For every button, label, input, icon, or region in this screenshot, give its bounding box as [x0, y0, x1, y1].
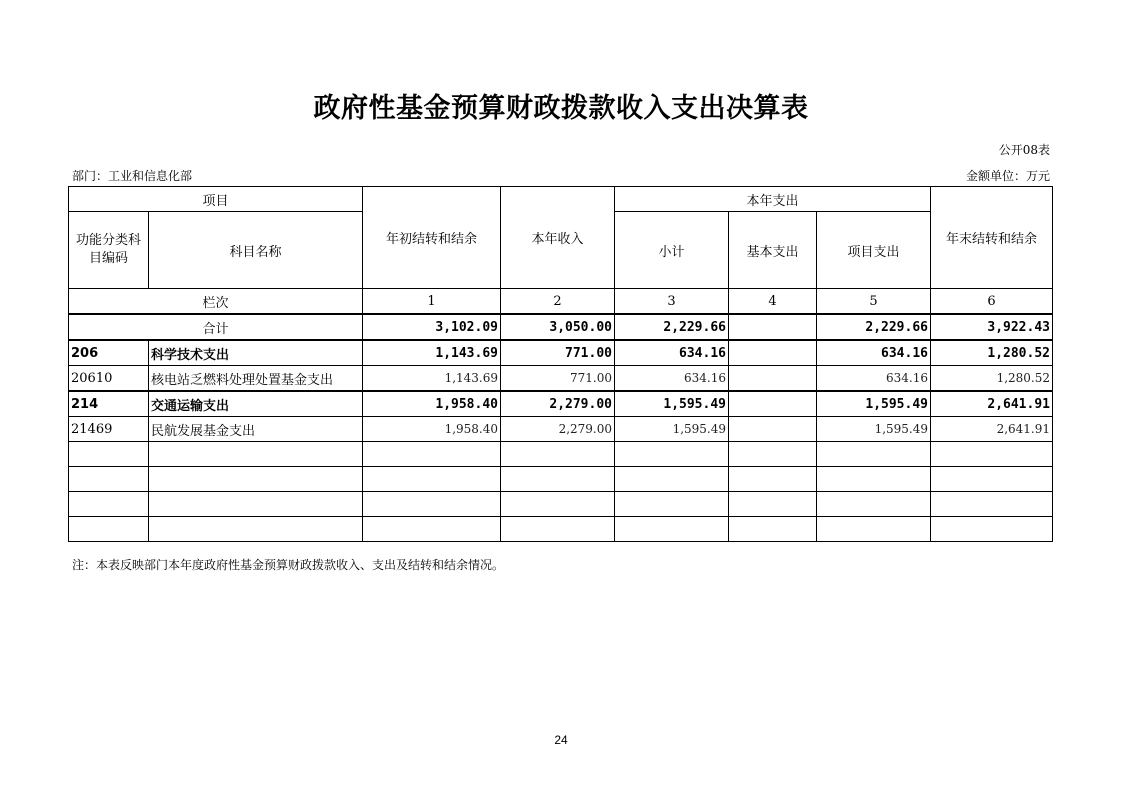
table-row	[69, 366, 1053, 392]
budget-table	[68, 186, 1053, 542]
header-subject-name: 科目名称	[149, 212, 363, 289]
row-value: 2,641.91	[931, 391, 1053, 417]
header-income: 本年收入	[501, 187, 615, 289]
row-value	[729, 366, 817, 392]
table-row	[69, 417, 1053, 442]
column-num: 6	[931, 289, 1053, 315]
header-expenditure: 本年支出	[615, 187, 931, 212]
column-num: 3	[615, 289, 729, 315]
table-row	[69, 340, 1053, 366]
row-value: 634.16	[817, 340, 931, 366]
total-value	[729, 314, 817, 340]
column-num: 4	[729, 289, 817, 315]
empty-row	[69, 467, 1053, 492]
total-value: 2,229.66	[817, 314, 931, 340]
column-num: 2	[501, 289, 615, 315]
empty-row	[69, 492, 1053, 517]
header-func-code: 功能分类科目编码	[69, 212, 149, 289]
row-value: 771.00	[501, 366, 615, 392]
total-value: 3,050.00	[501, 314, 615, 340]
page-number: 24	[554, 733, 568, 747]
table-row	[69, 391, 1053, 417]
column-num: 1	[363, 289, 501, 315]
row-value	[729, 391, 817, 417]
empty-row	[69, 442, 1053, 467]
header-project: 项目	[69, 187, 363, 212]
header-subtotal: 小计	[615, 212, 729, 289]
row-value: 1,280.52	[931, 366, 1053, 392]
row-value: 1,143.69	[363, 366, 501, 392]
row-name: 交通运输支出	[149, 391, 363, 417]
row-value	[729, 417, 817, 442]
column-num: 5	[817, 289, 931, 315]
row-name: 核电站乏燃料处理处置基金支出	[149, 366, 363, 392]
row-code: 214	[69, 391, 149, 417]
row-name: 民航发展基金支出	[149, 417, 363, 442]
row-value: 1,143.69	[363, 340, 501, 366]
row-code: 206	[69, 340, 149, 366]
total-value: 2,229.66	[615, 314, 729, 340]
row-value: 771.00	[501, 340, 615, 366]
row-value: 2,279.00	[501, 391, 615, 417]
header-basic: 基本支出	[729, 212, 817, 289]
row-value: 1,958.40	[363, 391, 501, 417]
column-number-row	[69, 289, 1053, 315]
row-value: 634.16	[615, 340, 729, 366]
header-project-exp: 项目支出	[817, 212, 931, 289]
row-value: 1,958.40	[363, 417, 501, 442]
unit-label: 金额单位：万元	[965, 169, 1050, 183]
page-title: 政府性基金预算财政拨款收入支出决算表	[313, 93, 809, 124]
row-name: 科学技术支出	[149, 340, 363, 366]
row-value: 1,595.49	[817, 391, 931, 417]
row-code: 21469	[69, 417, 149, 442]
row-value: 634.16	[817, 366, 931, 392]
row-value: 634.16	[615, 366, 729, 392]
row-value: 1,280.52	[931, 340, 1053, 366]
row-value: 1,595.49	[817, 417, 931, 442]
row-value: 1,595.49	[615, 417, 729, 442]
total-value: 3,102.09	[363, 314, 501, 340]
department-label: 部门：工业和信息化部	[72, 169, 193, 183]
row-value	[729, 340, 817, 366]
table-code: 公开08表	[998, 143, 1050, 157]
footnote: 注：本表反映部门本年度政府性基金预算财政拨款收入、支出及结转和结余情况。	[72, 558, 505, 572]
total-value: 3,922.43	[931, 314, 1053, 340]
total-label: 合计	[69, 314, 363, 340]
header-begin-balance: 年初结转和结余	[363, 187, 501, 289]
column-row-label: 栏次	[69, 289, 363, 315]
total-row	[69, 314, 1053, 340]
row-value: 2,279.00	[501, 417, 615, 442]
empty-row	[69, 517, 1053, 542]
row-value: 2,641.91	[931, 417, 1053, 442]
row-value: 1,595.49	[615, 391, 729, 417]
row-code: 20610	[69, 366, 149, 392]
header-end-balance: 年末结转和结余	[931, 187, 1053, 289]
